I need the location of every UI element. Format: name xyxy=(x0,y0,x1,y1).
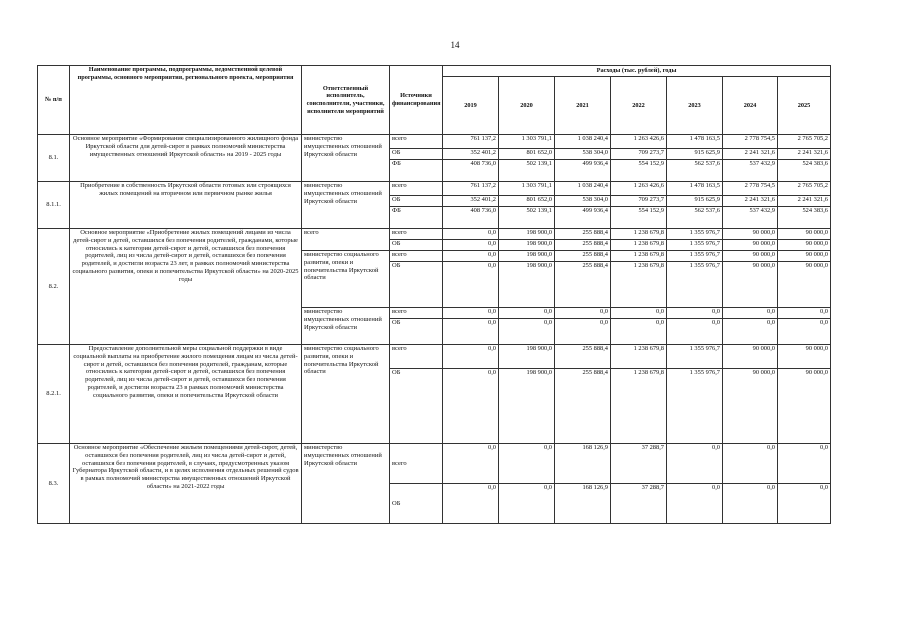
row-value: 1 478 163,5 xyxy=(667,182,723,196)
row-value: 0,0 xyxy=(443,240,499,251)
row-value: 90 000,0 xyxy=(778,369,831,444)
header-sources: Источники финансирования xyxy=(390,66,443,135)
row-value: 1 038 240,4 xyxy=(555,135,611,149)
row-source: всего xyxy=(390,444,443,484)
row-value: 0,0 xyxy=(555,319,611,345)
row-value: 1 263 426,6 xyxy=(611,135,667,149)
row-responsible: министерство имущественных отношений Иркутской области xyxy=(302,444,390,524)
row-name: Приобретение в собственность Иркутской области готовых или строящихся жилых помещений на вторичном или первичном рынке жилья xyxy=(70,182,302,229)
row-source: ОБ xyxy=(390,262,443,308)
row-value: 1 238 679,8 xyxy=(611,251,667,262)
row-value: 0,0 xyxy=(667,319,723,345)
row-value: 0,0 xyxy=(443,369,499,444)
row-value: 168 126,9 xyxy=(555,444,611,484)
row-value: 499 936,4 xyxy=(555,160,611,182)
row-value: 2 241 321,6 xyxy=(778,149,831,160)
row-source: всего xyxy=(390,308,443,319)
row-value: 524 383,6 xyxy=(778,160,831,182)
row-value: 1 303 791,1 xyxy=(499,135,555,149)
row-responsible: министерство социального развития, опеки и попечительства Иркутской области xyxy=(302,251,390,308)
row-value: 90 000,0 xyxy=(778,240,831,251)
row-source: всего xyxy=(390,182,443,196)
row-value: 168 126,9 xyxy=(555,484,611,524)
table-row xyxy=(38,135,831,149)
row-value: 801 652,0 xyxy=(499,149,555,160)
row-value: 198 900,0 xyxy=(499,240,555,251)
row-value: 537 432,9 xyxy=(723,207,778,229)
row-value: 0,0 xyxy=(723,308,778,319)
row-value: 0,0 xyxy=(723,444,778,484)
row-value: 352 401,2 xyxy=(443,196,499,207)
row-value: 0,0 xyxy=(667,484,723,524)
row-number: 8.1. xyxy=(38,135,70,182)
row-value: 2 765 705,2 xyxy=(778,182,831,196)
row-value: 0,0 xyxy=(778,319,831,345)
table-body xyxy=(38,135,831,524)
table-header xyxy=(38,66,831,135)
row-value: 1 478 163,5 xyxy=(667,135,723,149)
row-value: 255 888,4 xyxy=(555,262,611,308)
row-responsible: министерство имущественных отношений Иркутской области xyxy=(302,182,390,229)
row-value: 761 137,2 xyxy=(443,135,499,149)
row-value: 90 000,0 xyxy=(778,345,831,369)
row-value: 198 900,0 xyxy=(499,229,555,240)
row-value: 2 778 754,5 xyxy=(723,182,778,196)
row-value: 2 241 321,6 xyxy=(723,196,778,207)
row-value: 90 000,0 xyxy=(778,262,831,308)
row-value: 0,0 xyxy=(443,262,499,308)
row-value: 255 888,4 xyxy=(555,369,611,444)
header-num: № п/п xyxy=(38,66,70,135)
header-year: 2019 xyxy=(443,77,499,135)
row-value: 1 038 240,4 xyxy=(555,182,611,196)
row-source: ОБ xyxy=(390,149,443,160)
row-value: 1 355 976,7 xyxy=(667,369,723,444)
row-value: 90 000,0 xyxy=(778,229,831,240)
table-row xyxy=(38,444,831,484)
row-value: 0,0 xyxy=(443,484,499,524)
header-year: 2020 xyxy=(499,77,555,135)
row-value: 709 273,7 xyxy=(611,196,667,207)
row-value: 1 355 976,7 xyxy=(667,229,723,240)
row-value: 90 000,0 xyxy=(723,369,778,444)
header-year: 2021 xyxy=(555,77,611,135)
row-value: 1 238 679,8 xyxy=(611,369,667,444)
row-value: 1 355 976,7 xyxy=(667,240,723,251)
row-value: 2 778 754,5 xyxy=(723,135,778,149)
row-number: 8.3. xyxy=(38,444,70,524)
row-value: 90 000,0 xyxy=(778,251,831,262)
row-responsible: министерство имущественных отношений Иркутской области xyxy=(302,308,390,345)
row-value: 915 625,9 xyxy=(667,196,723,207)
row-value: 562 537,6 xyxy=(667,207,723,229)
row-value: 0,0 xyxy=(499,308,555,319)
row-number: 8.1.1. xyxy=(38,182,70,229)
row-number: 8.2. xyxy=(38,229,70,345)
row-value: 90 000,0 xyxy=(723,229,778,240)
row-source: всего xyxy=(390,135,443,149)
row-source: всего xyxy=(390,251,443,262)
row-value: 0,0 xyxy=(778,308,831,319)
row-value: 2 241 321,6 xyxy=(723,149,778,160)
row-value: 0,0 xyxy=(611,319,667,345)
row-value: 198 900,0 xyxy=(499,262,555,308)
row-value: 255 888,4 xyxy=(555,240,611,251)
row-value: 1 303 791,1 xyxy=(499,182,555,196)
row-value: 198 900,0 xyxy=(499,345,555,369)
header-year: 2022 xyxy=(611,77,667,135)
row-value: 499 936,4 xyxy=(555,207,611,229)
row-name: Предоставление дополнительной меры социальной поддержки в виде социальной выплаты на приобретение жилого помещения лицам из числа детей-сирот и детей, оставшихся без попечения родителей, гражданам, которые относились к категории детей-сирот и детей, оставшихся без попечения родителей, лиц из числа детей-сирот и детей, оставшихся без попечения родителей, и достигли возраста 23 в рамках полномочий министерства социального развития, опеки и попечительства Иркутской области xyxy=(70,345,302,444)
row-value: 37 288,7 xyxy=(611,484,667,524)
row-responsible: министерство имущественных отношений Иркутской области xyxy=(302,135,390,182)
table-row xyxy=(38,345,831,369)
row-value: 801 652,0 xyxy=(499,196,555,207)
row-value: 90 000,0 xyxy=(723,262,778,308)
row-source: ФБ xyxy=(390,207,443,229)
row-source: ОБ xyxy=(390,319,443,345)
row-value: 1 238 679,8 xyxy=(611,262,667,308)
row-value: 255 888,4 xyxy=(555,345,611,369)
row-number: 8.2.1. xyxy=(38,345,70,444)
row-value: 198 900,0 xyxy=(499,369,555,444)
row-value: 0,0 xyxy=(443,345,499,369)
row-value: 502 139,1 xyxy=(499,160,555,182)
row-value: 255 888,4 xyxy=(555,229,611,240)
row-value: 352 401,2 xyxy=(443,149,499,160)
row-value: 915 625,9 xyxy=(667,149,723,160)
row-value: 255 888,4 xyxy=(555,251,611,262)
row-value: 1 355 976,7 xyxy=(667,251,723,262)
row-value: 90 000,0 xyxy=(723,240,778,251)
row-value: 761 137,2 xyxy=(443,182,499,196)
row-value: 0,0 xyxy=(443,308,499,319)
row-name: Основное мероприятие «Формирование специализированного жилищного фонда Иркутской области для детей-сирот в рамках полномочий министерства имущественных отношений Иркутской области» на 2019 - 2025 годы xyxy=(70,135,302,182)
row-value: 0,0 xyxy=(443,229,499,240)
row-value: 37 288,7 xyxy=(611,444,667,484)
row-value: 554 152,9 xyxy=(611,207,667,229)
row-value: 90 000,0 xyxy=(723,251,778,262)
row-value: 408 736,0 xyxy=(443,207,499,229)
row-value: 0,0 xyxy=(667,308,723,319)
row-source: ОБ xyxy=(390,240,443,251)
header-responsible: Ответственный исполнитель, соисполнители, участники, исполнители мероприятий xyxy=(302,66,390,135)
row-value: 408 736,0 xyxy=(443,160,499,182)
row-source: всего xyxy=(390,229,443,240)
row-source: всего xyxy=(390,345,443,369)
row-value: 0,0 xyxy=(555,308,611,319)
row-source: ОБ xyxy=(390,369,443,444)
row-value: 0,0 xyxy=(723,319,778,345)
row-value: 537 432,9 xyxy=(723,160,778,182)
row-responsible: всего xyxy=(302,229,390,251)
row-value: 538 304,0 xyxy=(555,196,611,207)
page-number: 14 xyxy=(450,40,460,50)
row-value: 709 273,7 xyxy=(611,149,667,160)
row-value: 1 355 976,7 xyxy=(667,262,723,308)
row-source: ОБ xyxy=(390,484,443,524)
header-name: Наименование программы, подпрограммы, ведомственной целевой программы, основного мероприятия, регионального проекта, мероприятия xyxy=(70,66,302,135)
header-year: 2023 xyxy=(667,77,723,135)
row-value: 0,0 xyxy=(443,251,499,262)
row-source: ФБ xyxy=(390,160,443,182)
row-value: 2 241 321,6 xyxy=(778,196,831,207)
row-value: 198 900,0 xyxy=(499,251,555,262)
row-value: 0,0 xyxy=(499,444,555,484)
row-value: 524 383,6 xyxy=(778,207,831,229)
row-name: Основное мероприятие «Обеспечение жильем помещениями детей-сирот, детей, оставшихся без попечения родителей, лиц из числа детей-сирот и детей, оставшихся без попечения родителей, в случаях, предусмотренных указом Губернатора Иркутской области, и в целях исполнения отдельных решений судов в рамках полномочий министерства имущественных отношений Иркутской области» на 2021-2022 годы xyxy=(70,444,302,524)
budget-table xyxy=(37,65,831,524)
header-year: 2024 xyxy=(723,77,778,135)
row-value: 538 304,0 xyxy=(555,149,611,160)
row-value: 0,0 xyxy=(611,308,667,319)
row-value: 502 139,1 xyxy=(499,207,555,229)
row-value: 562 537,6 xyxy=(667,160,723,182)
row-source: ОБ xyxy=(390,196,443,207)
row-value: 1 263 426,6 xyxy=(611,182,667,196)
row-value: 0,0 xyxy=(443,319,499,345)
row-value: 0,0 xyxy=(443,444,499,484)
row-value: 554 152,9 xyxy=(611,160,667,182)
row-responsible: министерство социального развития, опеки и попечительства Иркутской области xyxy=(302,345,390,444)
header-expenses: Расходы (тыс. рублей), годы xyxy=(443,66,831,77)
table-row xyxy=(38,182,831,196)
row-value: 90 000,0 xyxy=(723,345,778,369)
table-row xyxy=(38,229,831,240)
row-value: 1 238 679,8 xyxy=(611,240,667,251)
row-value: 0,0 xyxy=(499,484,555,524)
header-year: 2025 xyxy=(778,77,831,135)
row-name: Основное мероприятие «Приобретение жилых помещений лицами из числа детей-сирот и детей, оставшихся без попечения родителей, гражданами, которые относились к категории детей-сирот и детей, оставшихся без попечения родителей, лиц из числа детей-сирот и детей, оставшихся без попечения родителей, и достигли возраста 23 лет, в рамках полномочий министерства социального развития, опеки и попечительства Иркутской области» на 2020-2025 годы xyxy=(70,229,302,345)
row-value: 0,0 xyxy=(778,484,831,524)
row-value: 0,0 xyxy=(778,444,831,484)
row-value: 1 238 679,8 xyxy=(611,345,667,369)
row-value: 0,0 xyxy=(723,484,778,524)
row-value: 2 765 705,2 xyxy=(778,135,831,149)
row-value: 0,0 xyxy=(667,444,723,484)
row-value: 1 355 976,7 xyxy=(667,345,723,369)
row-value: 1 238 679,8 xyxy=(611,229,667,240)
row-value: 0,0 xyxy=(499,319,555,345)
